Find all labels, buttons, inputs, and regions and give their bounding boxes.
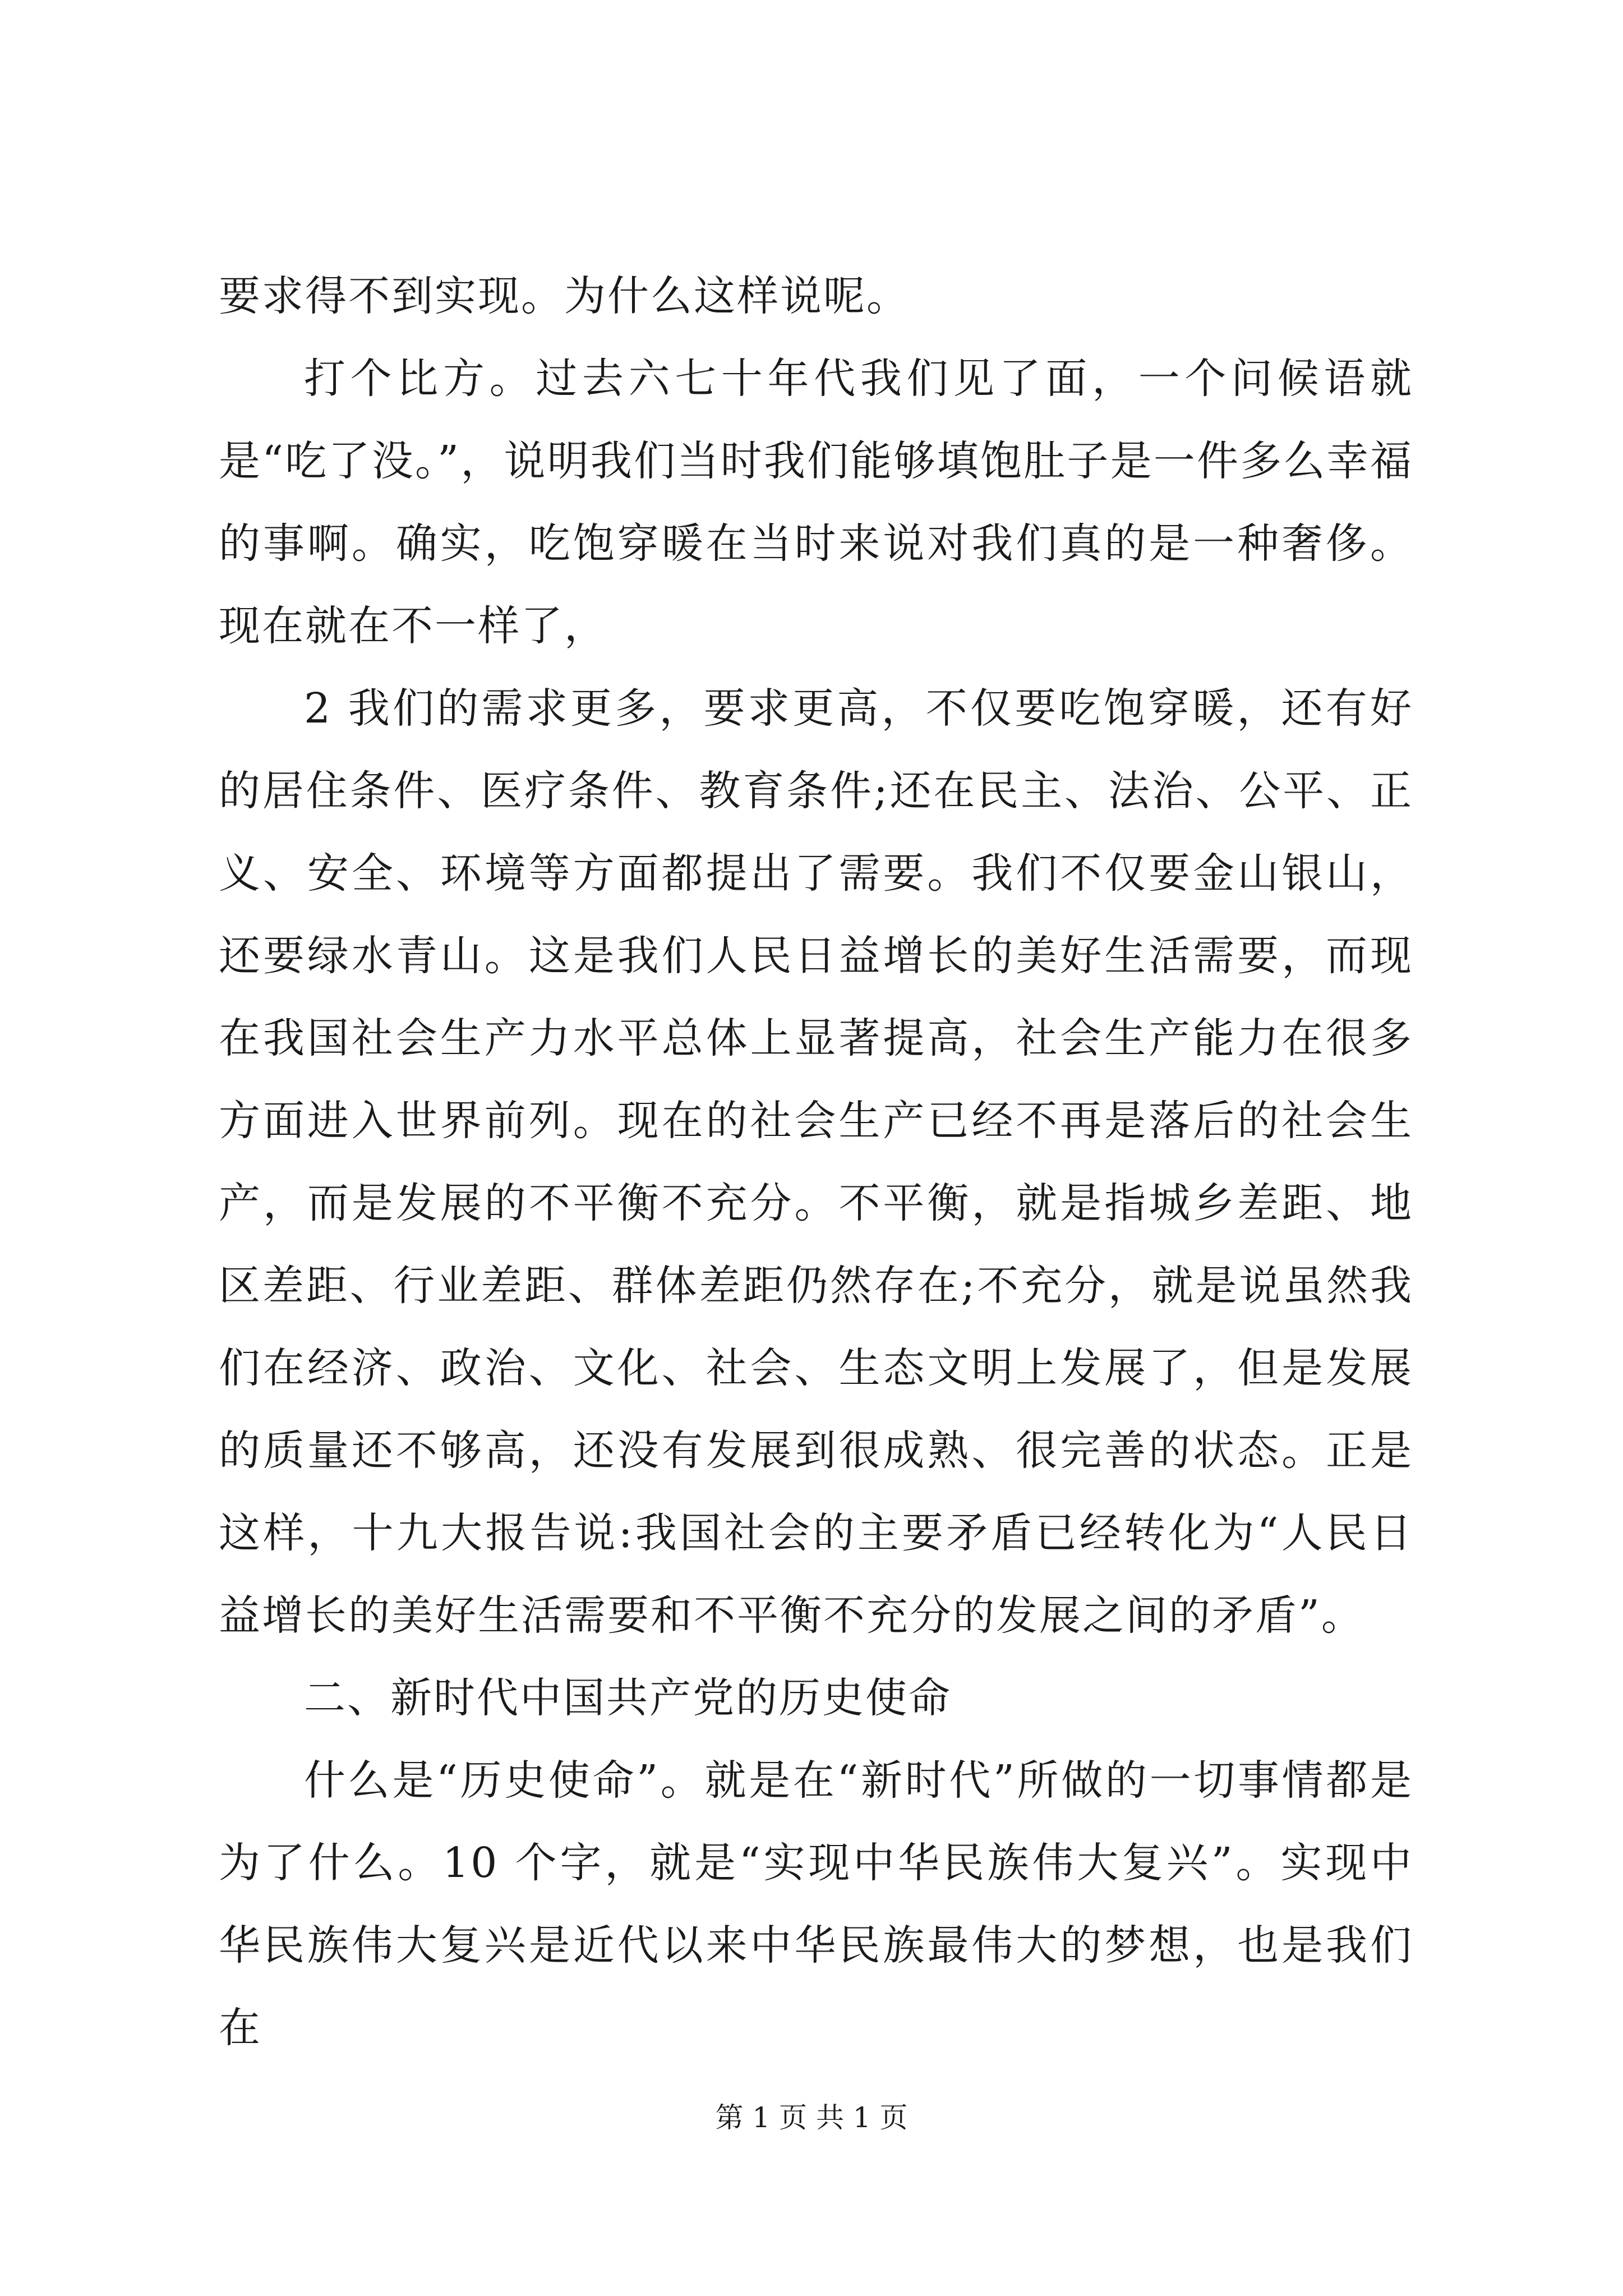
section-heading: 二、新时代中国共产党的历史使命 — [304, 1674, 952, 1722]
paragraph-1: 要求得不到实现。为什么这样说呢。 — [219, 272, 910, 320]
body-text — [219, 255, 1413, 2069]
paragraph-2: 打个比方。过去六七十年代我们见了面，一个问候语就是“吃了没。”，说明我们当时我们能够填饱肚子是一件多么幸福的事啊。确实，吃饱穿暖在当时来说对我们真的是一种奢侈。现在就在不一样了， — [219, 355, 1413, 650]
page-footer: 第 1 页 共 1 页 — [715, 2101, 908, 2134]
paragraph-3: 2 我们的需求更多，要求更高，不仅要吃饱穿暖，还有好的居住条件、医疗条件、教育条件;还在民主、法治、公平、正义、安全、环境等方面都提出了需要。我们不仅要金山银山，还要绿水青山。这是我们人民日益增长的美好生活需要，而现在我国社会生产力水平总体上显著提高，社会生产能力在很多方面进入世界前列。现在的社会生产已经不再是落后的社会生产，而是发展的不平衡不充分。不平衡，就是指城乡差距、地区差距、行业差距、群体差距仍然存在;不充分，就是说虽然我们在经济、政治、文化、社会、生态文明上发展了，但是发展的质量还不够高，还没有发展到很成熟、很完善的状态。正是这样，十九大报告说:我国社会的主要矛盾已经转化为“人民日益增长的美好生活需要和不平衡不充分的发展之间的矛盾”。 — [219, 684, 1413, 1640]
paragraph-4: 什么是“历史使命”。就是在“新时代”所做的一切事情都是为了什么。10 个字，就是“实现中华民族伟大复兴”。实现中华民族伟大复兴是近代以来中华民族最伟大的梦想，也是我们在 — [219, 1756, 1413, 2052]
